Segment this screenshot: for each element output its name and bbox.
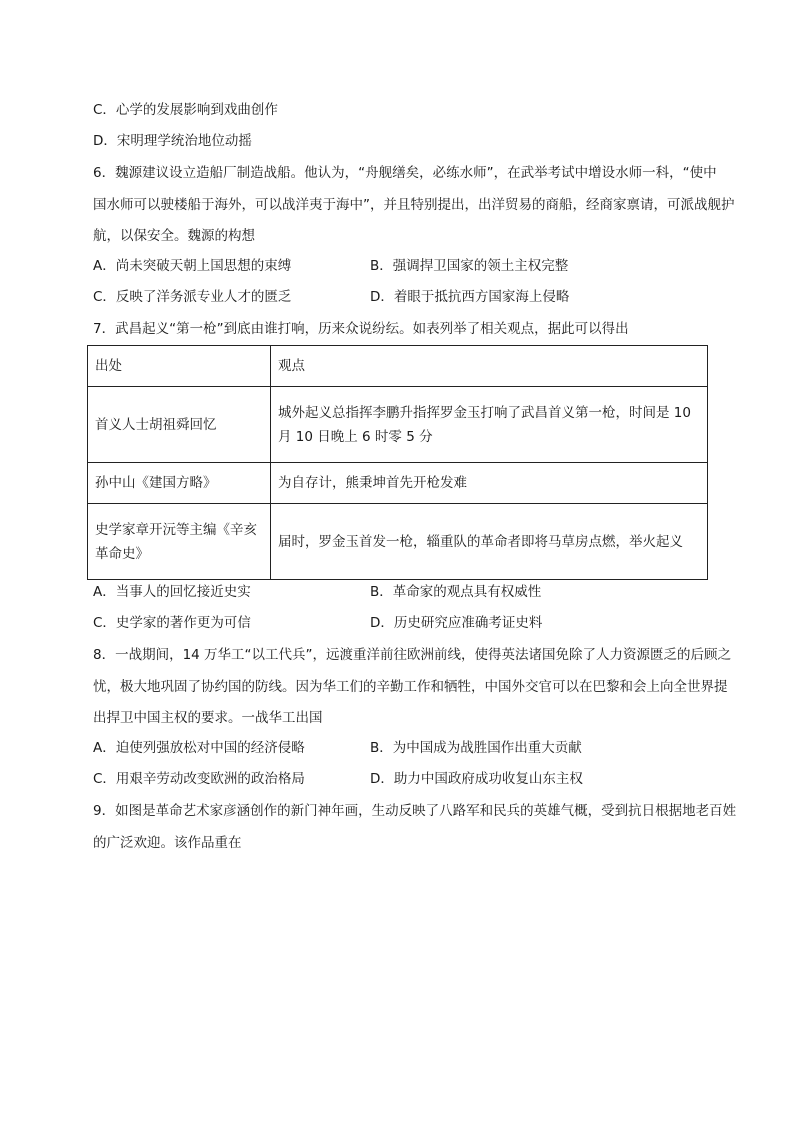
- q8-stem-line-2: 忧，极大地巩固了协约国的防线。因为华工们的辛勤工作和牺牲，中国外交官可以在巴黎和会上向全世界提: [93, 679, 728, 695]
- q9-stem-line-1: 9．如图是革命艺术家彦涵创作的新门神年画，生动反映了八路军和民兵的英雄气概，受到抗日根据地老百姓: [93, 803, 737, 819]
- q6-options-row-2: [93, 287, 713, 307]
- table-header-source: 出处: [88, 346, 271, 387]
- q6-stem-line-3: 航，以保安全。魏源的构想: [93, 228, 255, 244]
- q6-option-b: B．强调捍卫国家的领土主权完整: [370, 258, 569, 274]
- q8-option-a: A．迫使列强放松对中国的经济侵略: [93, 740, 305, 756]
- q8-option-c: C．用艰辛劳动改变欧洲的政治格局: [93, 771, 305, 787]
- table-cell-source: 首义人士胡祖舜回忆: [88, 387, 271, 463]
- table-header-row: [88, 346, 708, 387]
- table-cell-source: 史学家章开沅等主编《辛亥革命史》: [88, 504, 271, 580]
- q7-source-table: [87, 345, 708, 580]
- q8-option-b: B．为中国成为战胜国作出重大贡献: [370, 740, 582, 756]
- q7-option-b: B．革命家的观点具有权威性: [370, 584, 542, 600]
- q5-option-c: C．心学的发展影响到戏曲创作: [93, 102, 278, 118]
- q8-options-row-1: [93, 738, 713, 758]
- table-row: [88, 463, 708, 504]
- q7-options-row-1: [93, 582, 713, 602]
- q6-option-c: C．反映了洋务派专业人才的匮乏: [93, 289, 292, 305]
- q6-stem-line-2: 国水师可以驶楼船于海外，可以战洋夷于海中”，并且特别提出，出洋贸易的商船，经商家禀请，可派战舰护: [93, 197, 735, 213]
- q6-option-a: A．尚未突破天朝上国思想的束缚: [93, 258, 292, 274]
- table-header-view: 观点: [271, 346, 708, 387]
- table-cell-view: 届时，罗金玉首发一枪，辎重队的革命者即将马草房点燃，举火起义: [271, 504, 708, 580]
- q6-stem-line-1: 6．魏源建议设立造船厂制造战船。他认为，“舟舰缮矣，必练水师”，在武举考试中增设水师一科，“使中: [93, 165, 717, 181]
- table-row: [88, 387, 708, 463]
- q7-options-row-2: [93, 613, 713, 633]
- q8-stem-line-3: 出捍卫中国主权的要求。一战华工出国: [93, 710, 323, 726]
- q8-stem-line-1: 8．一战期间，14 万华工“以工代兵”，远渡重洋前往欧洲前线，使得英法诸国免除了人力资源匮乏的后顾之: [93, 647, 732, 663]
- table-cell-source: 孙中山《建国方略》: [88, 463, 271, 504]
- q7-option-d: D．历史研究应准确考证史料: [370, 615, 543, 631]
- q7-option-a: A．当事人的回忆接近史实: [93, 584, 251, 600]
- q6-option-d: D．着眼于抵抗西方国家海上侵略: [370, 289, 570, 305]
- q6-options-row-1: [93, 256, 713, 276]
- table-cell-view: 为自存计，熊秉坤首先开枪发难: [271, 463, 708, 504]
- q7-stem: 7．武昌起义“第一枪”到底由谁打响，历来众说纷纭。如表列举了相关观点，据此可以得出: [93, 321, 629, 337]
- q8-option-d: D．助力中国政府成功收复山东主权: [370, 771, 583, 787]
- table-row: [88, 504, 708, 580]
- q8-options-row-2: [93, 769, 713, 789]
- table-cell-view: 城外起义总指挥李鹏升指挥罗金玉打响了武昌首义第一枪，时间是 10 月 10 日晚上 6 时零 5 分: [271, 387, 708, 463]
- q5-option-d: D．宋明理学统治地位动摇: [93, 133, 252, 149]
- q7-option-c: C．史学家的著作更为可信: [93, 615, 251, 631]
- q9-stem-line-2: 的广泛欢迎。该作品重在: [93, 835, 242, 851]
